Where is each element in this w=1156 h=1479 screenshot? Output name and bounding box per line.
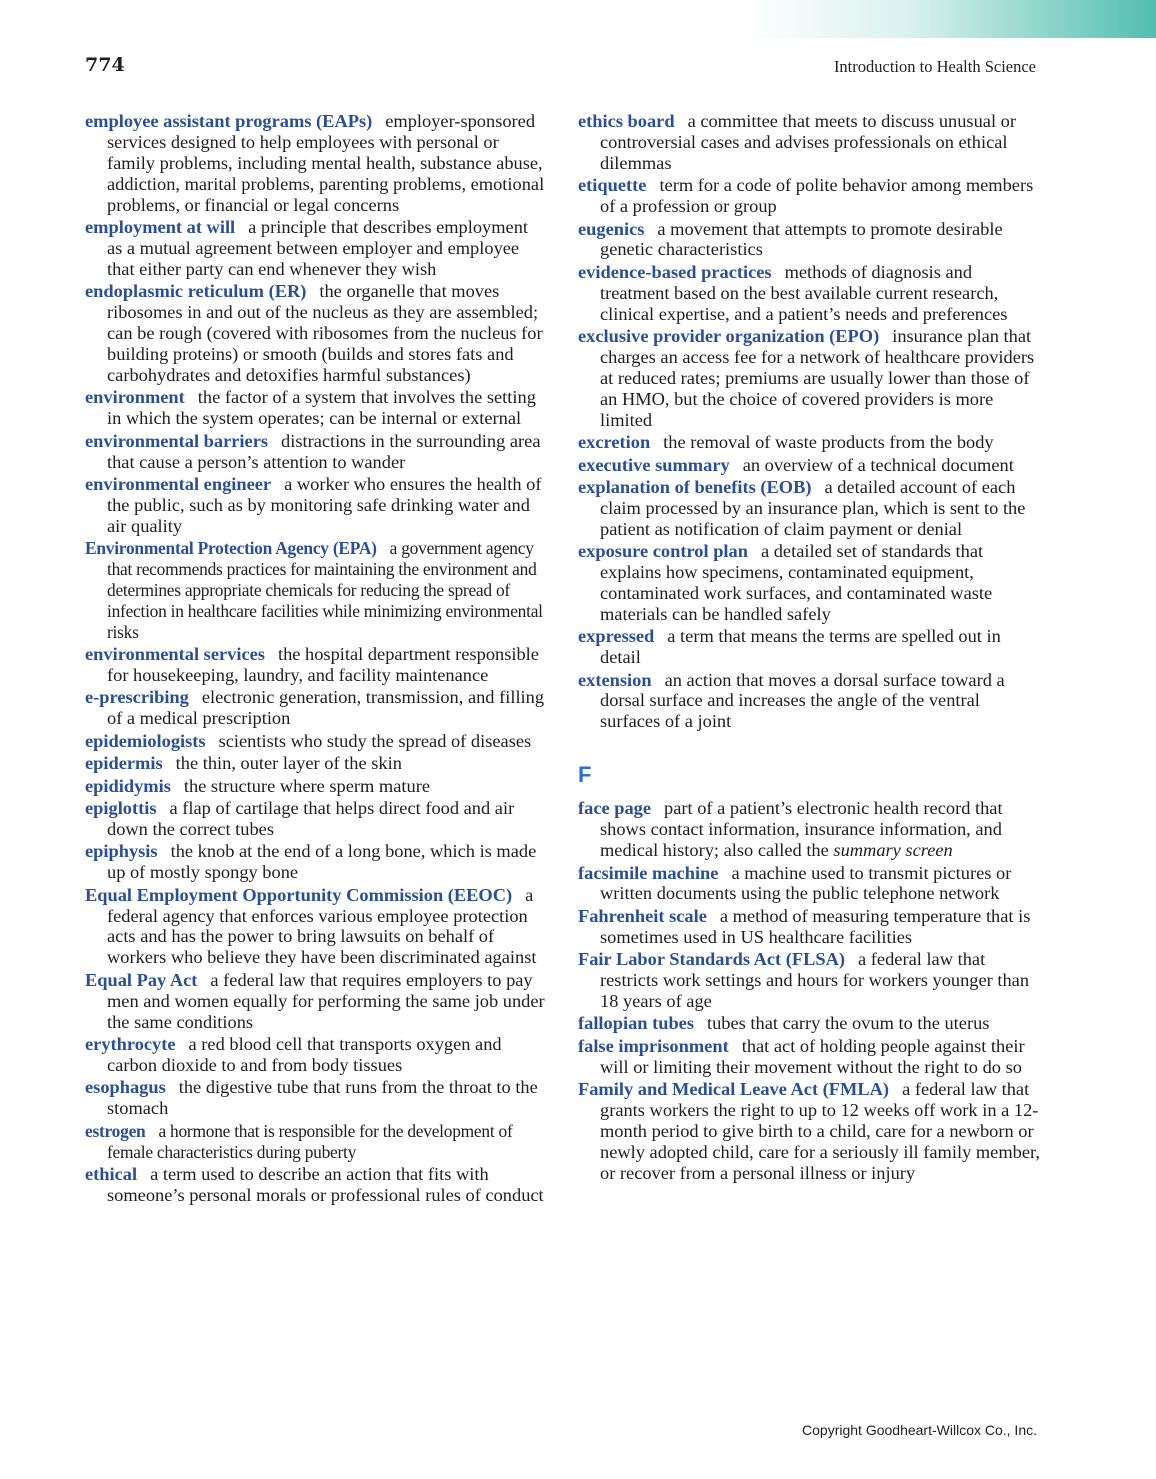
glossary-term: epidemiologists <box>85 730 206 751</box>
glossary-term: Fahrenheit scale <box>578 905 707 926</box>
glossary-term: fallopian tubes <box>578 1013 694 1034</box>
glossary-term: environmental barriers <box>85 430 269 451</box>
glossary-term: Equal Employment Opportunity Commission (EEOC) <box>85 884 513 905</box>
glossary-entry <box>578 863 1040 905</box>
glossary-definition: a federal agency that enforces various employee protection acts and has the power to bring lawsuits on behalf of workers who believe they have been discriminated against <box>107 884 537 968</box>
glossary-term: executive summary <box>578 454 730 475</box>
glossary-definition: scientists who study the spread of diseases <box>218 730 532 751</box>
glossary-term: facsimile machine <box>578 862 719 883</box>
glossary-definition: the factor of a system that involves the setting in which the system operates; can be internal or external <box>107 387 536 429</box>
glossary-entry <box>578 541 1040 625</box>
glossary-definition: a detailed set of standards that explains how specimens, contaminated equipment, contaminated work surfaces, and contaminated waste materials can be handled safely <box>600 541 993 624</box>
glossary-term: Equal Pay Act <box>85 969 198 990</box>
glossary-entry <box>578 262 1040 325</box>
glossary-term: exposure control plan <box>578 541 748 562</box>
glossary-entry <box>85 798 547 840</box>
page-number: 774 <box>85 54 125 76</box>
glossary-entry <box>85 431 547 473</box>
glossary-definition: an overview of a technical document <box>742 454 1014 475</box>
glossary-entry <box>85 776 547 797</box>
glossary-entry <box>85 217 547 280</box>
glossary-entry <box>578 111 1040 174</box>
glossary-entry <box>85 111 547 216</box>
glossary-definition: electronic generation, transmission, and filling of a medical prescription <box>107 687 545 729</box>
glossary-entry <box>578 626 1040 668</box>
glossary-entry <box>85 1164 547 1206</box>
glossary-entry <box>85 970 547 1033</box>
glossary-entry <box>578 477 1040 540</box>
glossary-definition: a detailed account of each claim processed by an insurance plan, which is sent to the patient as notification of claim payment or denial <box>600 476 1026 539</box>
glossary-term: e-prescribing <box>85 687 189 708</box>
glossary-entry <box>85 1077 547 1119</box>
glossary-definition: that act of holding people against their will or limiting their movement without the right to do so <box>600 1035 1025 1077</box>
glossary-term: epidermis <box>85 753 163 774</box>
glossary-entry <box>85 538 547 643</box>
glossary-definition: a principle that describes employment as a mutual agreement between employer and employee that either party can end whenever they wish <box>107 217 529 279</box>
glossary-term: employment at will <box>85 217 236 238</box>
glossary-term: extension <box>578 669 652 690</box>
glossary-term: Fair Labor Standards Act (FLSA) <box>578 949 846 970</box>
glossary-entry <box>85 281 547 386</box>
glossary-term: explanation of benefits (EOB) <box>578 476 812 497</box>
glossary-entry <box>85 644 547 686</box>
glossary-term: epiglottis <box>85 798 157 818</box>
glossary-definition: a worker who ensures the health of the public, such as by monitoring safe drinking water and air quality <box>107 473 542 536</box>
glossary-term: expressed <box>578 626 655 647</box>
glossary-definition: a term used to describe an action that fits with someone’s personal morals or professional rules of conduct <box>107 1163 544 1205</box>
glossary-term: evidence-based practices <box>578 261 772 282</box>
glossary-entry <box>85 753 547 774</box>
glossary-definition: methods of diagnosis and treatment based on the best available current research, clinical expertise, and a patient’s needs and preferences <box>600 261 1008 324</box>
glossary-definition: the knob at the end of a long bone, which is made up of mostly spongy bone <box>107 841 537 883</box>
glossary-definition: the removal of waste products from the body <box>663 432 994 453</box>
glossary-definition: a movement that attempts to promote desirable genetic characteristics <box>600 218 1003 260</box>
running-head: Introduction to Health Science <box>833 57 1036 76</box>
glossary-definition: a federal law that restricts work settings and hours for workers younger than 18 years of age <box>600 949 1030 1011</box>
glossary-entry <box>578 175 1040 217</box>
glossary-definition: the hospital department responsible for housekeeping, laundry, and facility maintenance <box>107 644 539 686</box>
glossary-term: false imprisonment <box>578 1035 729 1056</box>
glossary-entry <box>85 1034 547 1076</box>
glossary-entry <box>85 474 547 537</box>
glossary-term: employee assistant programs (EAPs) <box>85 111 373 131</box>
glossary-term: etiquette <box>578 175 647 196</box>
glossary-entry <box>578 1036 1040 1078</box>
glossary-definition: the structure where sperm mature <box>183 775 430 796</box>
glossary-definition: a federal law that grants workers the right to up to 12 weeks off work in a 12-month period to give birth to a child, care for a newborn or newly adopted child, care for a seriously ill family member, or recover from a personal illness or injury <box>600 1079 1040 1183</box>
glossary-entry <box>578 432 1040 453</box>
glossary-term: exclusive provider organization (EPO) <box>578 326 880 347</box>
glossary-definition: a hormone that is responsible for the development of female characteristics during puberty <box>107 1120 513 1162</box>
corner-accent-gradient <box>746 0 1156 38</box>
glossary-definition: a committee that meets to discuss unusual or controversial cases and advises professionals on ethical dilemmas <box>600 111 1016 173</box>
glossary-definition: an action that moves a dorsal surface toward a dorsal surface and increases the angle of the ventral surfaces of a joint <box>600 669 1005 732</box>
glossary-column-left <box>85 111 547 1207</box>
glossary-entry <box>578 1079 1040 1184</box>
glossary-term: environmental services <box>85 644 265 665</box>
glossary-entry <box>85 1121 547 1163</box>
glossary-entry <box>578 670 1040 733</box>
glossary-definition: a method of measuring temperature that is sometimes used in US healthcare facilities <box>600 905 1031 947</box>
glossary-definition: a government agency that recommends practices for maintaining the environment and determines appropriate chemicals for reducing the spread of infection in healthcare facilities while minimizing environmental risks <box>107 538 543 642</box>
glossary-term: erythrocyte <box>85 1033 176 1054</box>
glossary-entry <box>85 885 547 969</box>
glossary-entry <box>578 1013 1040 1034</box>
glossary-entry <box>85 687 547 729</box>
glossary-term: ethics board <box>578 111 675 131</box>
glossary-term: Family and Medical Leave Act (FMLA) <box>578 1079 890 1100</box>
glossary-entry <box>578 906 1040 948</box>
glossary-definition: term for a code of polite behavior among members of a profession or group <box>600 175 1034 217</box>
glossary-definition: the digestive tube that runs from the throat to the stomach <box>107 1077 538 1119</box>
glossary-term: environmental engineer <box>85 473 272 494</box>
glossary-definition: the organelle that moves ribosomes in and out of the nucleus as they are assembled; can be rough (covered with ribosomes from the nucleus for building proteins) or smooth (builds and stores fats and carbohydrates and detoxifies harmful substances) <box>107 281 543 385</box>
glossary-entry <box>85 387 547 429</box>
glossary-term: eugenics <box>578 218 645 239</box>
glossary-definition: the thin, outer layer of the skin <box>175 753 402 774</box>
glossary-definition: tubes that carry the ovum to the uterus <box>707 1013 990 1034</box>
glossary-term: excretion <box>578 432 651 453</box>
glossary-term: epiphysis <box>85 841 158 862</box>
glossary-term: esophagus <box>85 1077 166 1098</box>
copyright-footer: Copyright Goodheart-Willcox Co., Inc. <box>802 1422 1037 1438</box>
glossary-entry <box>578 219 1040 261</box>
section-letter-heading: F <box>578 762 592 788</box>
glossary-entry <box>85 731 547 752</box>
glossary-definition: distractions in the surrounding area that cause a person’s attention to wander <box>107 430 541 472</box>
glossary-entry <box>578 455 1040 476</box>
glossary-definition: a term that means the terms are spelled out in detail <box>600 626 1001 668</box>
glossary-definition: a red blood cell that transports oxygen and carbon dioxide to and from body tissues <box>107 1033 502 1075</box>
glossary-entry <box>578 326 1040 431</box>
glossary-entry <box>85 841 547 883</box>
glossary-definition: employer-sponsored services designed to help employees with personal or family problems, including mental health, substance abuse, addiction, marital problems, parenting problems, emotional problems, or financial or legal concerns <box>107 111 545 215</box>
glossary-term: face page <box>578 798 652 819</box>
glossary-term: estrogen <box>85 1120 146 1141</box>
glossary-term: Environmental Protection Agency (EPA) <box>85 538 377 559</box>
glossary-entry <box>578 949 1040 1012</box>
glossary-term: endoplasmic reticulum (ER) <box>85 281 307 302</box>
glossary-definition: a machine used to transmit pictures or written documents using the public telephone network <box>600 862 1012 904</box>
glossary-term: ethical <box>85 1163 138 1184</box>
glossary-definition: part of a patient’s electronic health record that shows contact information, insurance information, and medical history; also called the <box>600 798 1003 861</box>
glossary-column-right <box>578 111 1040 1185</box>
glossary-definition: a flap of cartilage that helps direct food and air down the correct tubes <box>107 798 515 839</box>
glossary-entry <box>578 798 1040 861</box>
glossary-definition-italic: summary screen <box>833 840 953 861</box>
glossary-definition: insurance plan that charges an access fee for a network of healthcare providers at reduced rates; premiums are usually lower than those of an HMO, but the choice of covered providers is more limited <box>600 326 1035 430</box>
glossary-term: environment <box>85 387 185 408</box>
glossary-definition: a federal law that requires employers to pay men and women equally for performing the same job under the same conditions <box>107 969 545 1032</box>
glossary-term: epididymis <box>85 775 171 796</box>
